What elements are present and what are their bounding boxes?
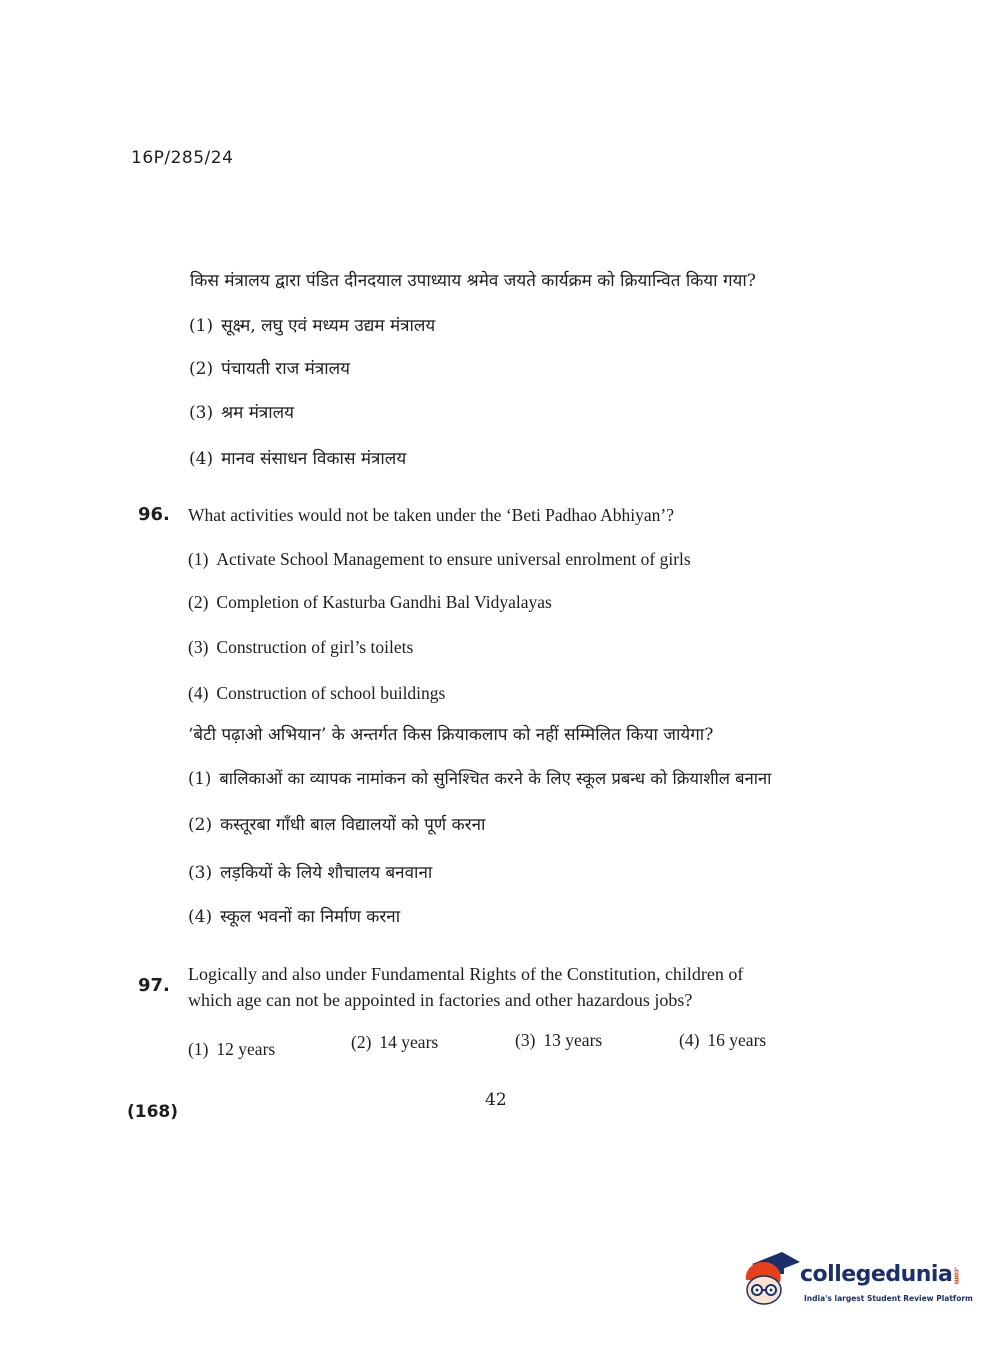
q97-option-4 [679, 1030, 766, 1051]
q97-option-1 [188, 1039, 275, 1060]
logo-brand-name: collegedunia [800, 1262, 953, 1287]
option-text: सूक्ष्म, लघु एवं मध्यम उद्यम मंत्रालय [221, 316, 436, 336]
option-text: Construction of girl’s toilets [216, 637, 414, 657]
option-text: कस्तूरबा गाँधी बाल विद्यालयों को पूर्ण करना [220, 815, 486, 835]
option-number: (1) [188, 769, 212, 788]
q97-question-line2: which age can not be appointed in factories and other hazardous jobs? [188, 990, 693, 1010]
option-number: (3) [189, 403, 214, 423]
q96-option-2 [188, 592, 552, 613]
q96-option-3 [188, 637, 413, 658]
q96-question-hindi: ‘बेटी पढ़ाओ अभियान’ के अन्तर्गत किस क्रियाकलाप को नहीं सम्मिलित किया जायेगा? [188, 725, 714, 745]
q96-hindi-option-3 [188, 860, 432, 883]
q96-option-1 [188, 549, 691, 570]
option-number: (1) [188, 1039, 209, 1059]
option-number: (2) [188, 815, 213, 835]
q95-option-4 [189, 446, 406, 469]
mascot-icon [742, 1248, 800, 1310]
option-text: Completion of Kasturba Gandhi Bal Vidyalayas [216, 592, 552, 612]
q96-hindi-option-1 [188, 766, 771, 789]
option-text: Activate School Management to ensure universal enrolment of girls [216, 549, 691, 569]
option-number: (4) [188, 683, 209, 703]
q95-option-1 [189, 313, 435, 336]
collegedunia-logo [742, 1248, 972, 1312]
option-text: लड़कियों के लिये शौचालय बनवाना [220, 863, 433, 883]
option-number: (4) [189, 449, 214, 469]
q96-option-4 [188, 683, 445, 704]
q97-option-2 [351, 1032, 438, 1053]
q95-question-hindi: किस मंत्रालय द्वारा पंडित दीनदयाल उपाध्याय श्रमेव जयते कार्यक्रम को क्रियान्वित किया गया? [190, 271, 756, 291]
option-number: (2) [351, 1032, 372, 1052]
set-code: (168) [127, 1102, 179, 1122]
q95-option-3 [189, 400, 294, 423]
option-number: (3) [515, 1030, 536, 1050]
paper-code: 16P/285/24 [131, 148, 234, 168]
logo-brand-suffix: .com [952, 1266, 961, 1284]
q97-question-line1: Logically and also under Fundamental Rights of the Constitution, children of [188, 964, 744, 984]
option-text: मानव संसाधन विकास मंत्रालय [221, 449, 407, 469]
option-number: (2) [189, 359, 214, 379]
option-text: 12 years [216, 1039, 276, 1059]
q95-option-2 [189, 356, 350, 379]
option-number: (3) [188, 637, 209, 657]
option-number: (1) [189, 316, 214, 336]
q96-question: What activities would not be taken under the ‘Beti Padhao Abhiyan’? [188, 505, 674, 525]
option-text: 14 years [379, 1032, 439, 1052]
q97-option-3 [515, 1030, 602, 1051]
q96-number: 96. [138, 504, 170, 525]
option-text: Construction of school buildings [216, 683, 446, 703]
option-number: (4) [679, 1030, 700, 1050]
option-text: बालिकाओं का व्यापक नामांकन को सुनिश्चित करने के लिए स्कूल प्रबन्ध को क्रियाशील बनाना [219, 769, 772, 788]
q96-hindi-option-4 [188, 904, 400, 927]
logo-tagline: India's largest Student Review Platform [804, 1294, 973, 1303]
option-number: (4) [188, 907, 213, 927]
q96-hindi-option-2 [188, 812, 485, 835]
option-text: स्कूल भवनों का निर्माण करना [220, 907, 401, 927]
option-text: 13 years [543, 1030, 603, 1050]
option-number: (3) [188, 863, 213, 883]
q97-number: 97. [138, 975, 170, 996]
option-text: 16 years [707, 1030, 767, 1050]
option-number: (1) [188, 549, 209, 569]
option-text: पंचायती राज मंत्रालय [221, 359, 351, 379]
logo-brand [800, 1262, 960, 1287]
option-number: (2) [188, 592, 209, 612]
option-text: श्रम मंत्रालय [221, 403, 295, 423]
page-number: 42 [485, 1090, 507, 1110]
